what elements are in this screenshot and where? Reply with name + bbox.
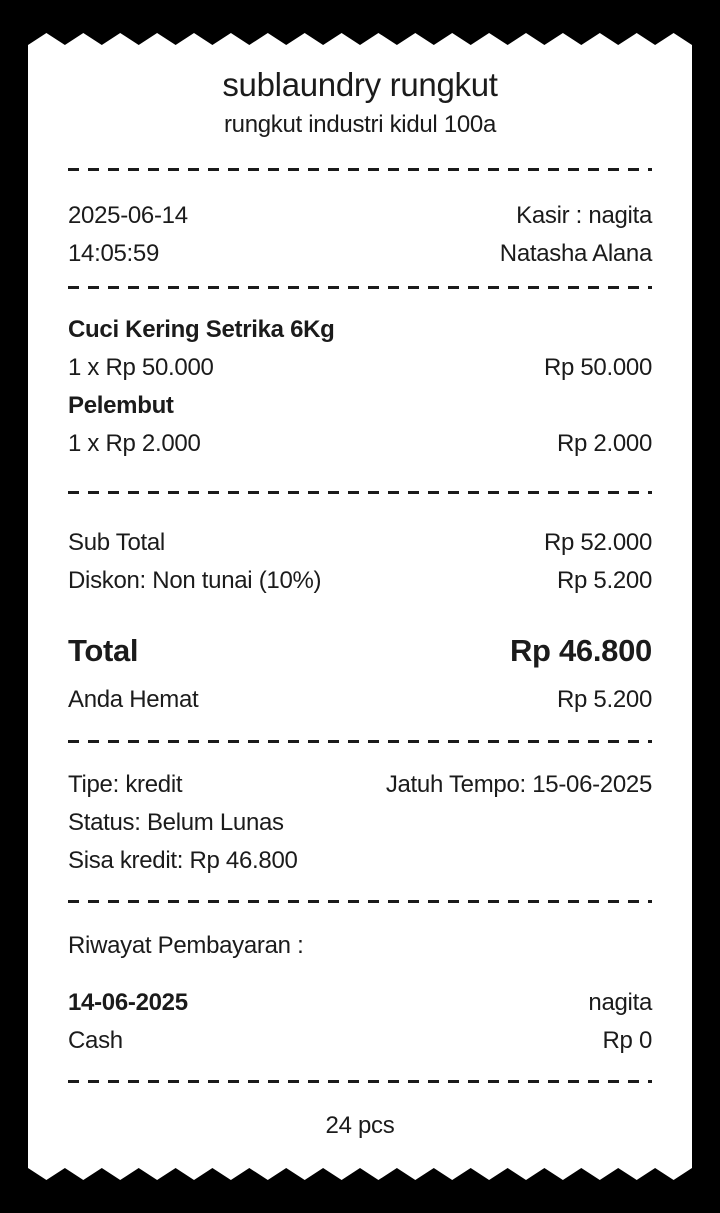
subtotal-label: Sub Total [68,529,165,556]
credit-due-date: Jatuh Tempo: 15-06-2025 [385,771,652,798]
customer-name: Natasha Alana [499,240,652,267]
receipt [28,33,692,1180]
item-price-row [68,349,652,387]
torn-edge-bottom-shape [28,1168,692,1180]
credit-type: Tipe: kredit [68,771,183,798]
payment-entry [68,984,652,1060]
credit-status: Status: Belum Lunas [68,809,284,836]
items-list [68,311,652,463]
item-price-row [68,425,652,463]
payment-date: 14-06-2025 [68,989,188,1016]
divider-dashed [68,168,652,171]
payment-entry-row-1 [68,984,652,1022]
item-row [68,387,652,463]
receipt-paper [28,45,692,1168]
subtotal-row [68,524,652,562]
receipt-torn-edge-top [28,33,692,45]
meta-row-2 [68,235,652,273]
item-amount: Rp 50.000 [543,354,652,381]
payment-history-title: Riwayat Pembayaran : [68,932,304,959]
item-row [68,311,652,387]
discount-label: Diskon: Non tunai (10%) [68,567,322,594]
store-name: sublaundry rungkut [222,66,498,103]
receipt-torn-edge-bottom [28,1168,692,1180]
payment-operator: nagita [588,989,652,1016]
torn-edge-top-shape [28,33,692,45]
meta-row-1 [68,197,652,235]
divider-dashed [68,1080,652,1083]
subtotal-value: Rp 52.000 [543,529,652,556]
total-pieces: 24 pcs [325,1112,395,1139]
payment-entry-row-2 [68,1022,652,1060]
item-name: Pelembut [68,392,174,419]
payment-method: Cash [68,1027,123,1054]
item-amount: Rp 2.000 [556,430,652,457]
savings-label: Anda Hemat [68,686,199,713]
payment-amount: Rp 0 [602,1027,652,1054]
divider-dashed [68,491,652,494]
store-address: rungkut industri kidul 100a [223,111,497,138]
divider-dashed [68,900,652,903]
credit-remaining: Sisa kredit: Rp 46.800 [68,847,298,874]
transaction-date: 2025-06-14 [68,202,188,229]
discount-value: Rp 5.200 [556,567,652,594]
divider-dashed [68,740,652,743]
item-name: Cuci Kering Setrika 6Kg [68,316,335,343]
discount-row [68,562,652,600]
divider-dashed [68,286,652,289]
credit-type-row [68,766,652,804]
cashier-label: Kasir : nagita [516,202,652,229]
total-row [68,629,652,673]
total-value: Rp 46.800 [509,633,652,668]
item-qty-price: 1 x Rp 2.000 [68,430,201,457]
savings-value: Rp 5.200 [556,686,652,713]
savings-row [68,681,652,719]
item-qty-price: 1 x Rp 50.000 [68,354,214,381]
total-label: Total [68,633,139,668]
transaction-time: 14:05:59 [68,240,160,267]
